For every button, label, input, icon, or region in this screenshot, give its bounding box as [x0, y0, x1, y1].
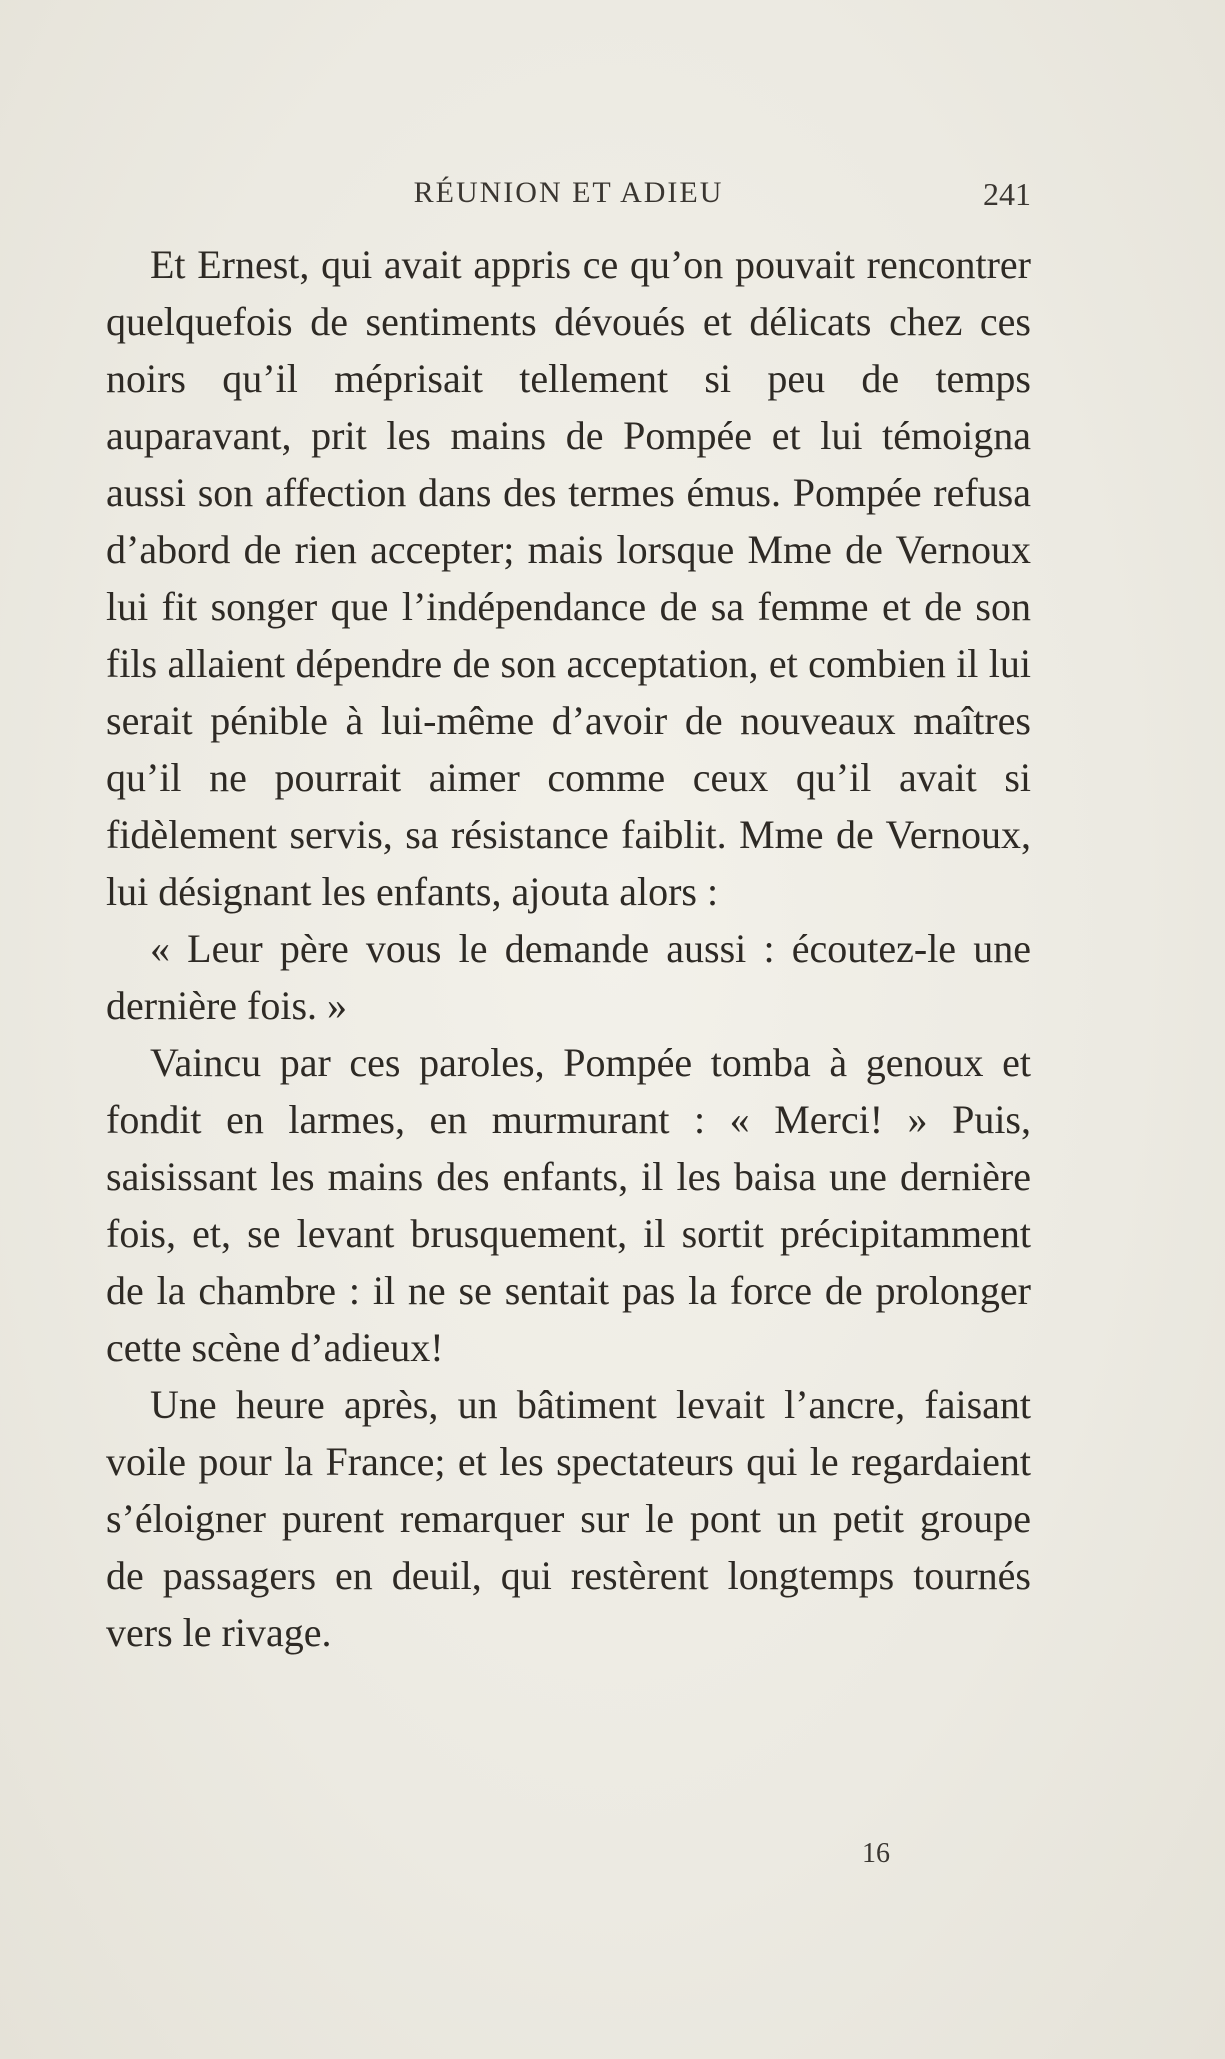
running-title: RÉUNION ET ADIEU	[413, 176, 724, 209]
page-header	[106, 176, 1031, 220]
paragraph: Et Ernest, qui avait appris ce qu’on pouvait rencontrer quelquefois de sentiments dévoués et délicats chez ces noirs qu’il méprisait tellement si peu de temps auparavant, prit les mains de Pompée et lui témoigna aussi son affection dans des termes émus. Pompée refusa d’abord de rien accepter; mais lorsque Mme de Vernoux lui fit songer que l’indépendance de sa femme et de son fils allaient dépendre de son acceptation, et combien il lui serait pénible à lui-même d’avoir de nouveaux maîtres qu’il ne pourrait aimer comme ceux qu’il avait si fidèlement servis, sa résistance faiblit. Mme de Vernoux, lui désignant les enfants, ajouta alors :	[106, 242, 1031, 914]
paragraph: Vaincu par ces paroles, Pompée tomba à genoux et fondit en larmes, en murmurant : « Merci! » Puis, saisissant les mains des enfants, il les baisa une dernière fois, et, se levant brusquement, il sortit précipitamment de la chambre : il ne se sentait pas la force de prolonger cette scène d’adieux!	[106, 1040, 1031, 1370]
page-number: 241	[983, 176, 1031, 212]
body-text	[106, 236, 1031, 1661]
signature-mark: 16	[862, 1838, 890, 1869]
paragraph: « Leur père vous le demande aussi : écoutez-le une dernière fois. »	[106, 926, 1031, 1028]
paragraph: Une heure après, un bâtiment levait l’ancre, faisant voile pour la France; et les spectateurs qui le regardaient s’éloigner purent remarquer sur le pont un petit groupe de passagers en deuil, qui restèrent longtemps tournés vers le rivage.	[106, 1382, 1031, 1655]
